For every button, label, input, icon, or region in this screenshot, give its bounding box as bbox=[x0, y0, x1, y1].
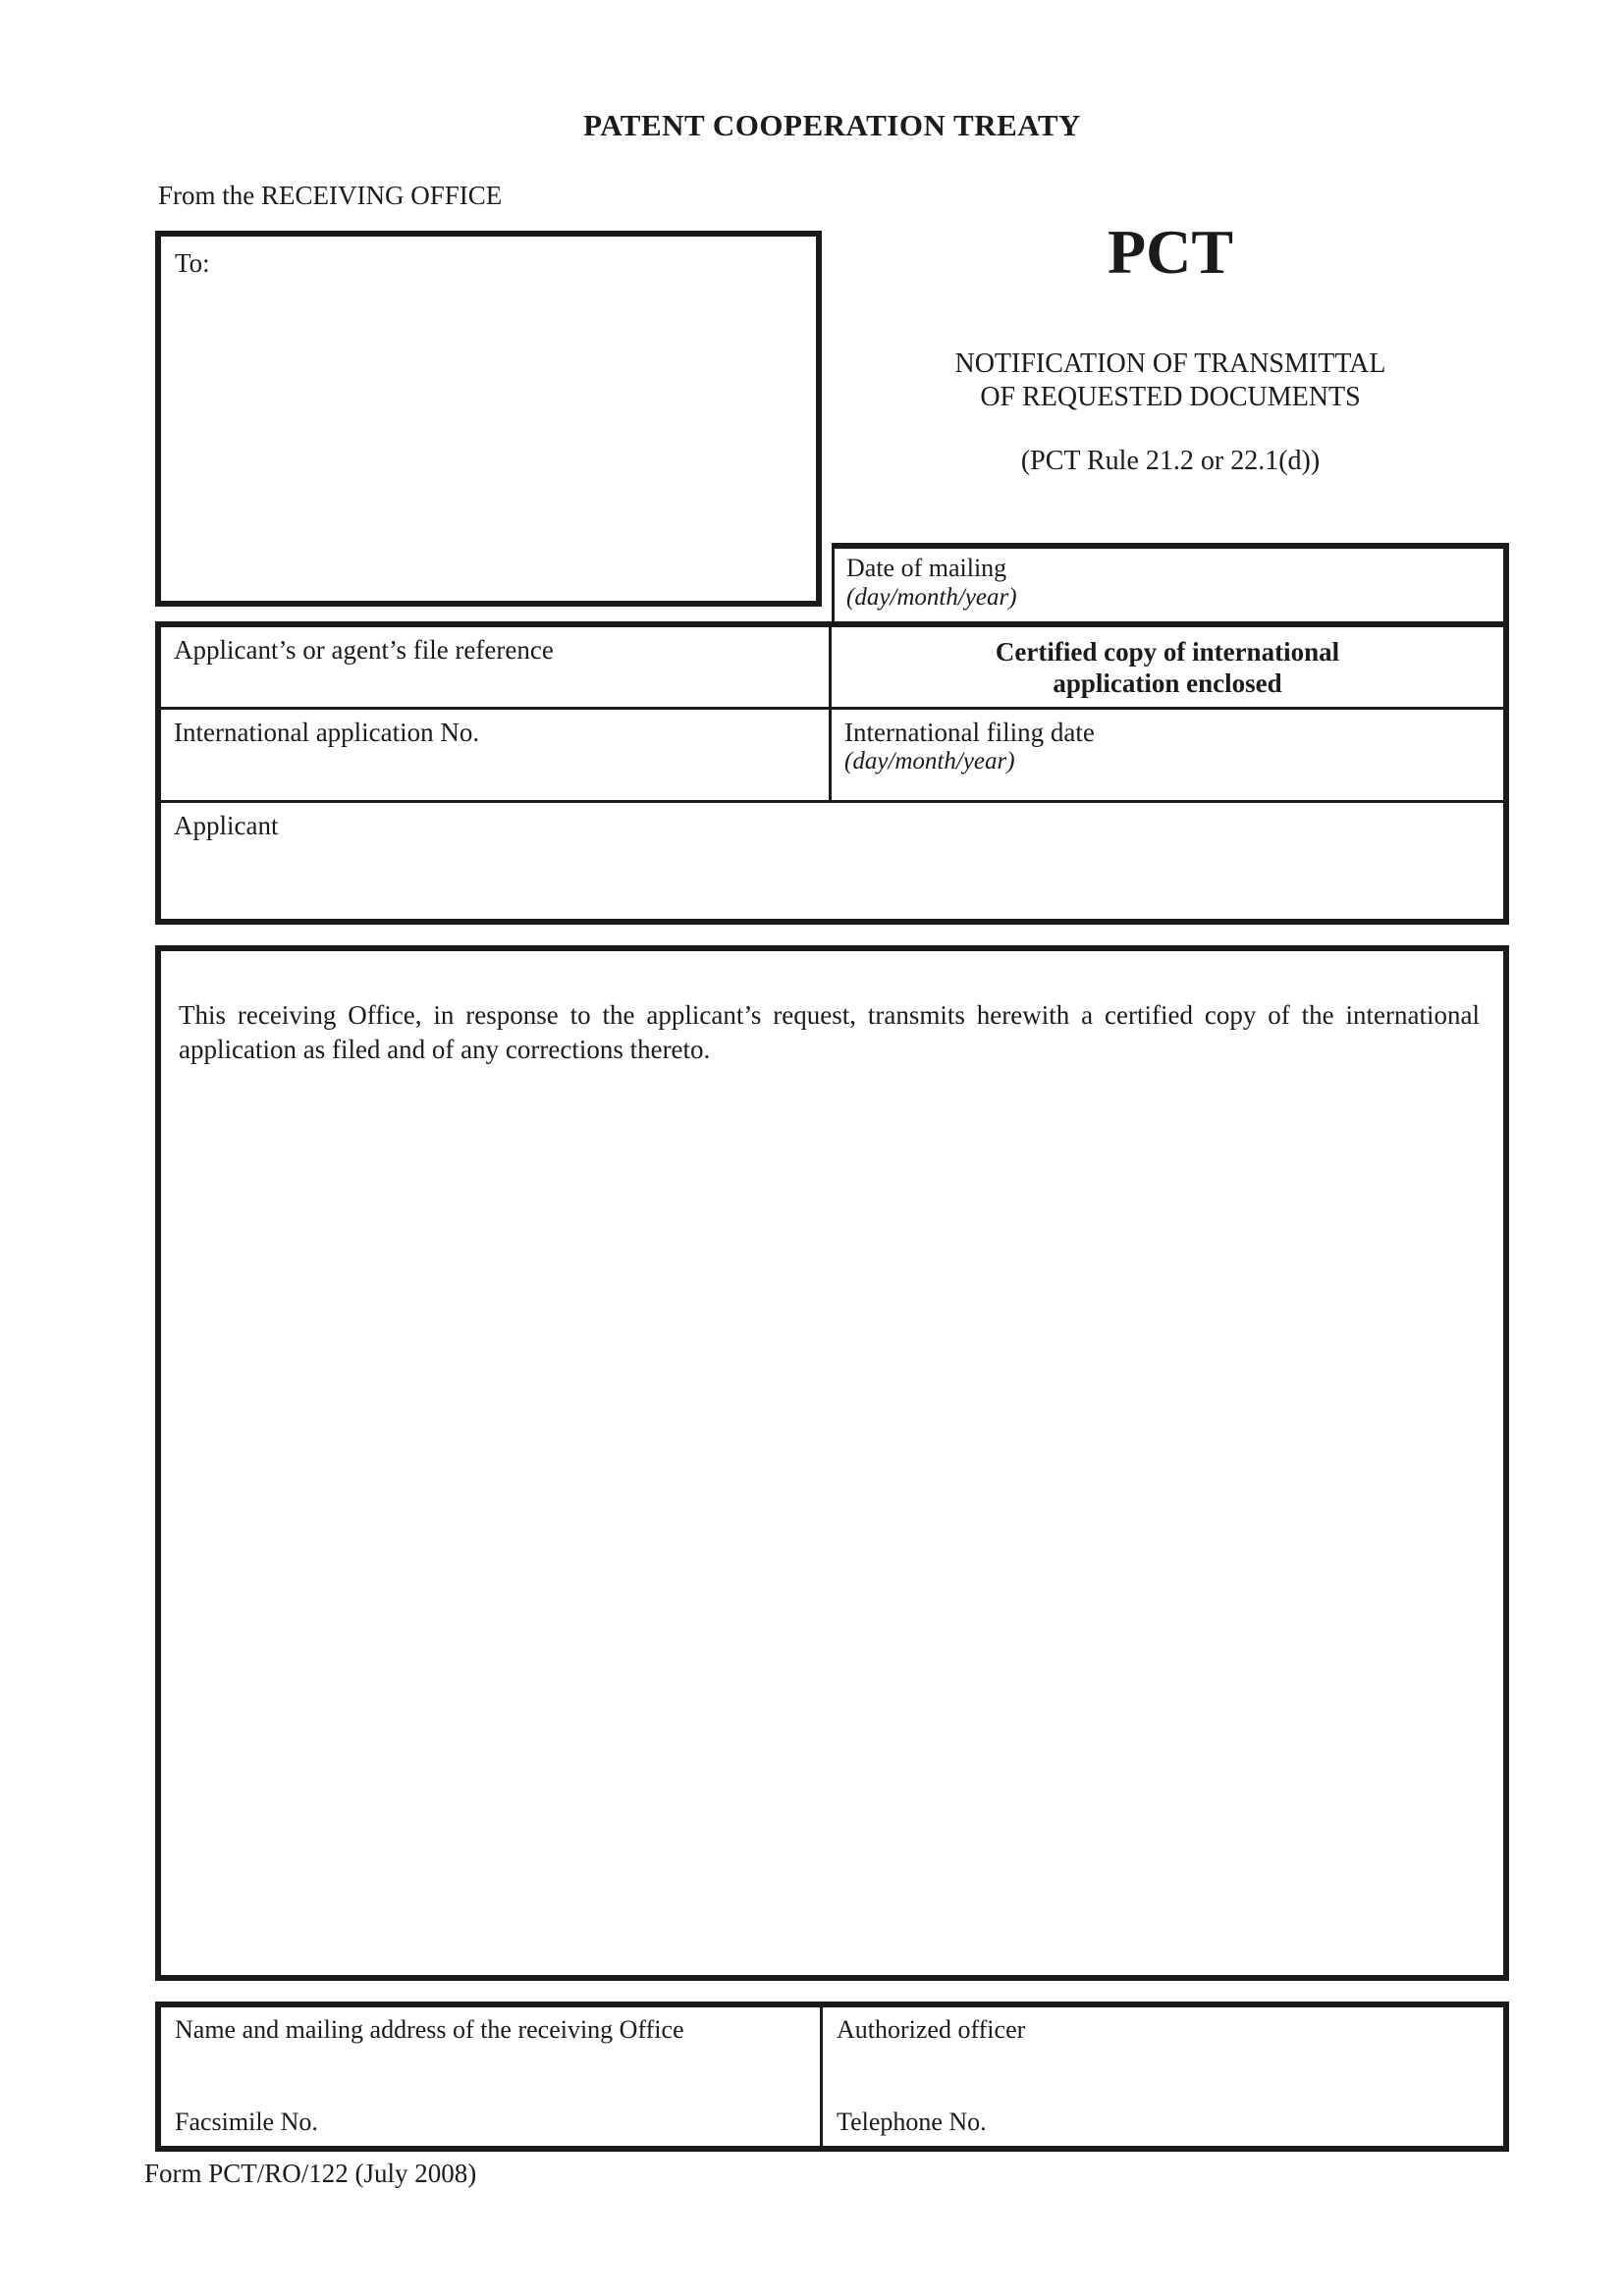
file-reference-field[interactable] bbox=[161, 627, 832, 710]
office-contact-table bbox=[155, 2002, 1509, 2152]
applicant-label: Applicant bbox=[174, 811, 279, 840]
international-filing-date-label: International filing date bbox=[844, 718, 1095, 747]
international-filing-date-format-label: (day/month/year) bbox=[844, 748, 1015, 774]
receiving-office-field[interactable] bbox=[161, 2007, 823, 2146]
international-application-no-label: International application No. bbox=[174, 718, 480, 747]
application-details-table bbox=[155, 621, 1509, 925]
transmittal-paragraph: This receiving Office, in response to the applicant’s request, transmits herewith a certified copy of the international application as filed and of any corrections thereto. bbox=[179, 1000, 1480, 1064]
date-of-mailing-label: Date of mailing bbox=[846, 554, 1007, 582]
international-filing-date-field[interactable] bbox=[832, 710, 1503, 803]
authorized-officer-label: Authorized officer bbox=[837, 2015, 1026, 2044]
date-of-mailing-field[interactable] bbox=[832, 543, 1509, 621]
to-address-box[interactable] bbox=[155, 231, 822, 607]
notification-title-line1: NOTIFICATION OF TRANSMITTAL bbox=[954, 348, 1386, 379]
notification-title-line2: OF REQUESTED DOCUMENTS bbox=[980, 382, 1361, 412]
from-receiving-office-label: From the RECEIVING OFFICE bbox=[158, 181, 503, 210]
transmittal-statement-box bbox=[155, 945, 1509, 1981]
authorized-officer-field[interactable] bbox=[823, 2007, 1503, 2146]
date-of-mailing-format-label: (day/month/year) bbox=[846, 584, 1017, 611]
file-reference-label: Applicant’s or agent’s file reference bbox=[174, 635, 554, 665]
international-application-no-field[interactable] bbox=[161, 710, 832, 803]
notification-title bbox=[832, 347, 1509, 414]
certified-copy-note bbox=[832, 627, 1503, 710]
applicant-field[interactable] bbox=[161, 803, 1503, 919]
certified-copy-line1: Certified copy of international bbox=[995, 636, 1340, 667]
page-title: PATENT COOPERATION TREATY bbox=[583, 108, 1081, 142]
facsimile-no-label: Facsimile No. bbox=[175, 2108, 318, 2136]
receiving-office-label: Name and mailing address of the receiving Office bbox=[175, 2015, 684, 2044]
telephone-no-label: Telephone No. bbox=[837, 2108, 987, 2136]
pct-heading: PCT bbox=[1108, 217, 1233, 287]
form-number: Form PCT/RO/122 (July 2008) bbox=[144, 2159, 477, 2188]
to-label: To: bbox=[175, 248, 210, 278]
certified-copy-line2: application enclosed bbox=[1053, 667, 1282, 698]
pct-rule-reference: (PCT Rule 21.2 or 22.1(d)) bbox=[1020, 446, 1321, 476]
